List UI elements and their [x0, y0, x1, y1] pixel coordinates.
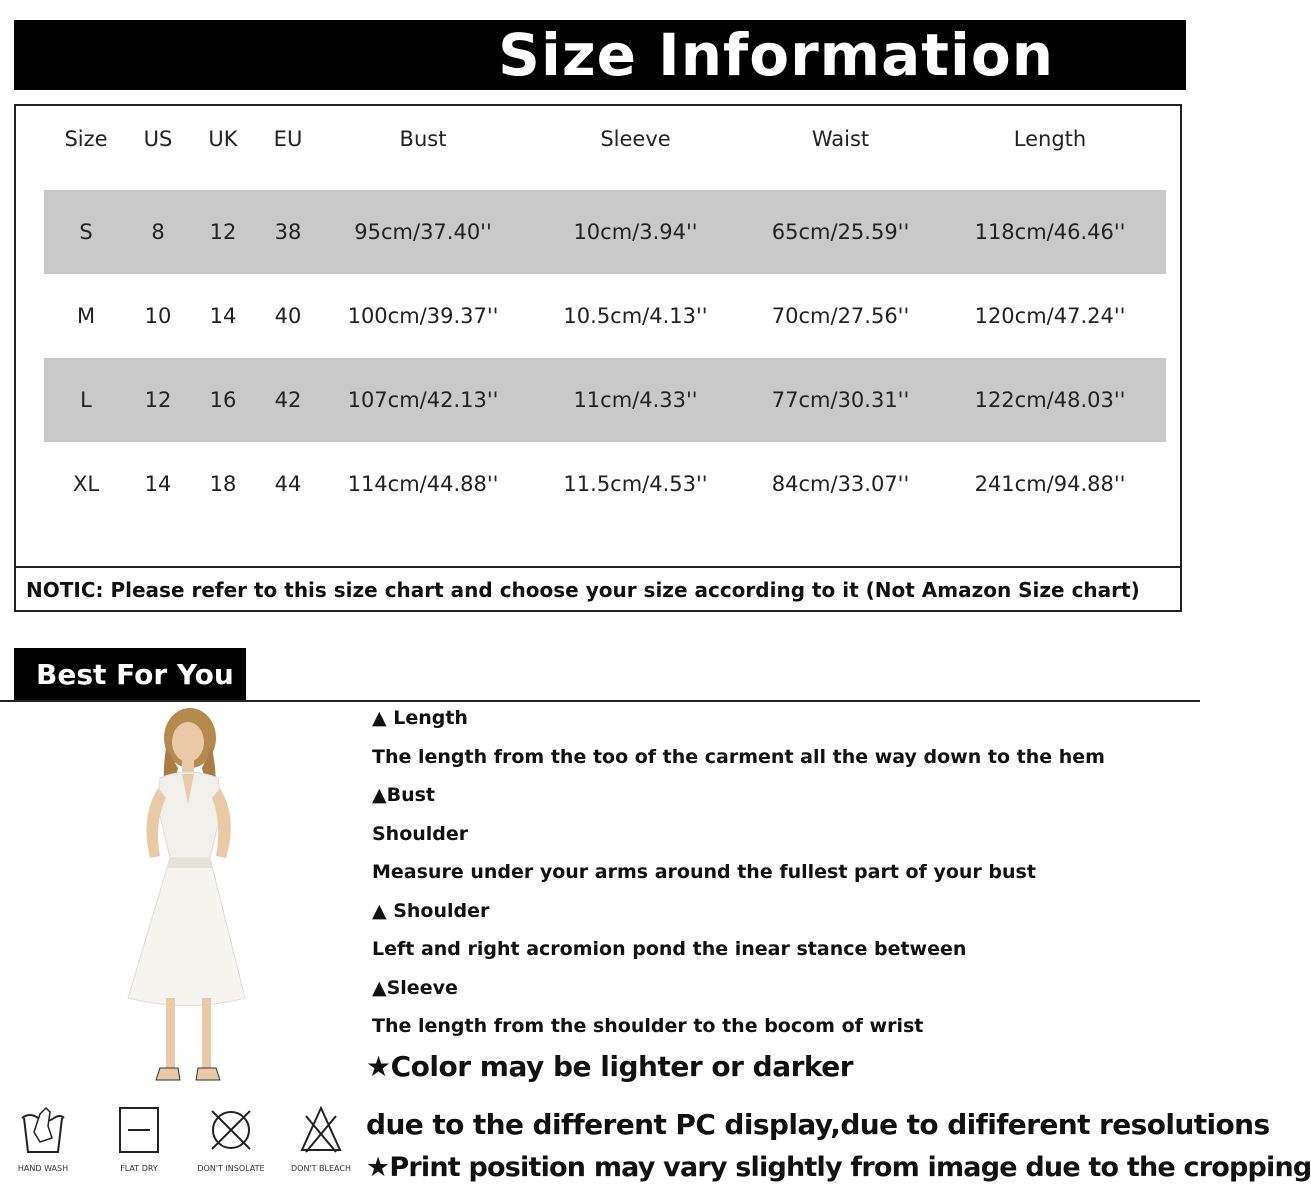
cell-length: 120cm/47.24'': [974, 304, 1126, 328]
care-item: [8, 1102, 78, 1173]
cell-waist: 77cm/30.31'': [771, 388, 910, 412]
cell-waist: 70cm/27.56'': [771, 304, 910, 328]
cell-length: 118cm/46.46'': [974, 220, 1126, 244]
guide-line: ▲ Length: [372, 707, 468, 729]
cell-sleeve: 10.5cm/4.13'': [563, 304, 708, 328]
cell-bust: 95cm/37.40'': [354, 220, 492, 244]
cell-eu: 42: [274, 388, 302, 412]
flat-dry-icon: [114, 1102, 164, 1158]
care-item: [196, 1102, 266, 1173]
guide-line: Left and right acromion pond the inear stance between: [372, 938, 967, 960]
guide-line: The length from the shoulder to the bocom of wrist: [372, 1015, 924, 1037]
cell-size: XL: [72, 472, 100, 496]
do-not-bleach-icon: [296, 1102, 346, 1158]
care-item: [286, 1102, 356, 1173]
cell-size: S: [79, 220, 93, 244]
care-label: HAND WASH: [17, 1164, 69, 1173]
guide-line: The length from the too of the carment all the way down to the hem: [372, 745, 1105, 768]
cell-eu: 38: [274, 220, 302, 244]
care-label: DON'T BLEACH: [290, 1164, 351, 1173]
cell-uk: 12: [209, 220, 237, 244]
table-row: [44, 442, 1166, 526]
cell-uk: 18: [209, 472, 237, 496]
cell-bust: 114cm/44.88'': [347, 472, 499, 496]
cell-eu: 40: [274, 304, 302, 328]
header-uk: UK: [208, 127, 238, 151]
care-label: DON'T INSOLATE: [197, 1164, 265, 1173]
cell-sleeve: 10cm/3.94'': [573, 220, 698, 244]
header-waist: Waist: [811, 127, 870, 151]
header-bust: Bust: [399, 127, 447, 151]
hand-wash-icon: [18, 1102, 68, 1158]
cell-eu: 44: [274, 472, 302, 496]
cell-bust: 107cm/42.13'': [347, 388, 499, 412]
cell-waist: 65cm/25.59'': [771, 220, 910, 244]
cell-us: 14: [144, 472, 172, 496]
table-header-row: [44, 120, 1166, 158]
cell-length: 122cm/48.03'': [974, 388, 1126, 412]
header-sleeve: Sleeve: [600, 127, 671, 151]
guide-line: ▲Bust: [372, 784, 436, 806]
color-note: ★Color may be lighter or darker: [366, 1050, 854, 1083]
page-title: Size Information: [498, 21, 1054, 89]
cell-bust: 100cm/39.37'': [347, 304, 499, 328]
cell-sleeve: 11cm/4.33'': [573, 388, 698, 412]
size-table: [14, 104, 1182, 612]
header-us: US: [143, 127, 173, 151]
guide-line: Shoulder: [372, 822, 469, 845]
header-size: Size: [64, 127, 108, 151]
cell-uk: 16: [209, 388, 237, 412]
cell-waist: 84cm/33.07'': [771, 472, 910, 496]
do-not-iron-icon: [206, 1102, 256, 1158]
header-eu: EU: [273, 127, 303, 151]
cell-uk: 14: [209, 304, 237, 328]
model-dress-image: [70, 708, 300, 1098]
care-label: FLAT DRY: [120, 1164, 158, 1173]
best-for-you-tab: Best For You: [14, 648, 246, 700]
cell-us: 12: [144, 388, 172, 412]
section-divider: [0, 700, 1200, 702]
cell-sleeve: 11.5cm/4.53'': [563, 472, 708, 496]
guide-line: ▲ Shoulder: [372, 899, 490, 922]
table-row: [44, 190, 1166, 274]
title-bar: [14, 20, 1186, 90]
measurement-guide: [372, 704, 1192, 1051]
table-row: [44, 274, 1166, 358]
header-length: Length: [1013, 127, 1087, 151]
guide-line: ▲Sleeve: [372, 976, 458, 999]
cell-us: 10: [144, 304, 172, 328]
care-item: [104, 1102, 174, 1173]
guide-line: Measure under your arms around the fullest part of your bust: [372, 861, 1036, 883]
size-notice: NOTIC: Please refer to this size chart and choose your size according to it (Not Amazon Size chart): [14, 566, 1182, 612]
cell-size: L: [80, 388, 92, 412]
cell-us: 8: [151, 220, 165, 244]
display-note: due to the different PC display,due to dififerent resolutions: [366, 1108, 1270, 1141]
cell-size: M: [76, 304, 96, 328]
cell-length: 241cm/94.88'': [974, 472, 1126, 496]
table-row: [44, 358, 1166, 442]
print-note: ★Print position may vary slightly from image due to the cropping: [366, 1152, 1311, 1183]
